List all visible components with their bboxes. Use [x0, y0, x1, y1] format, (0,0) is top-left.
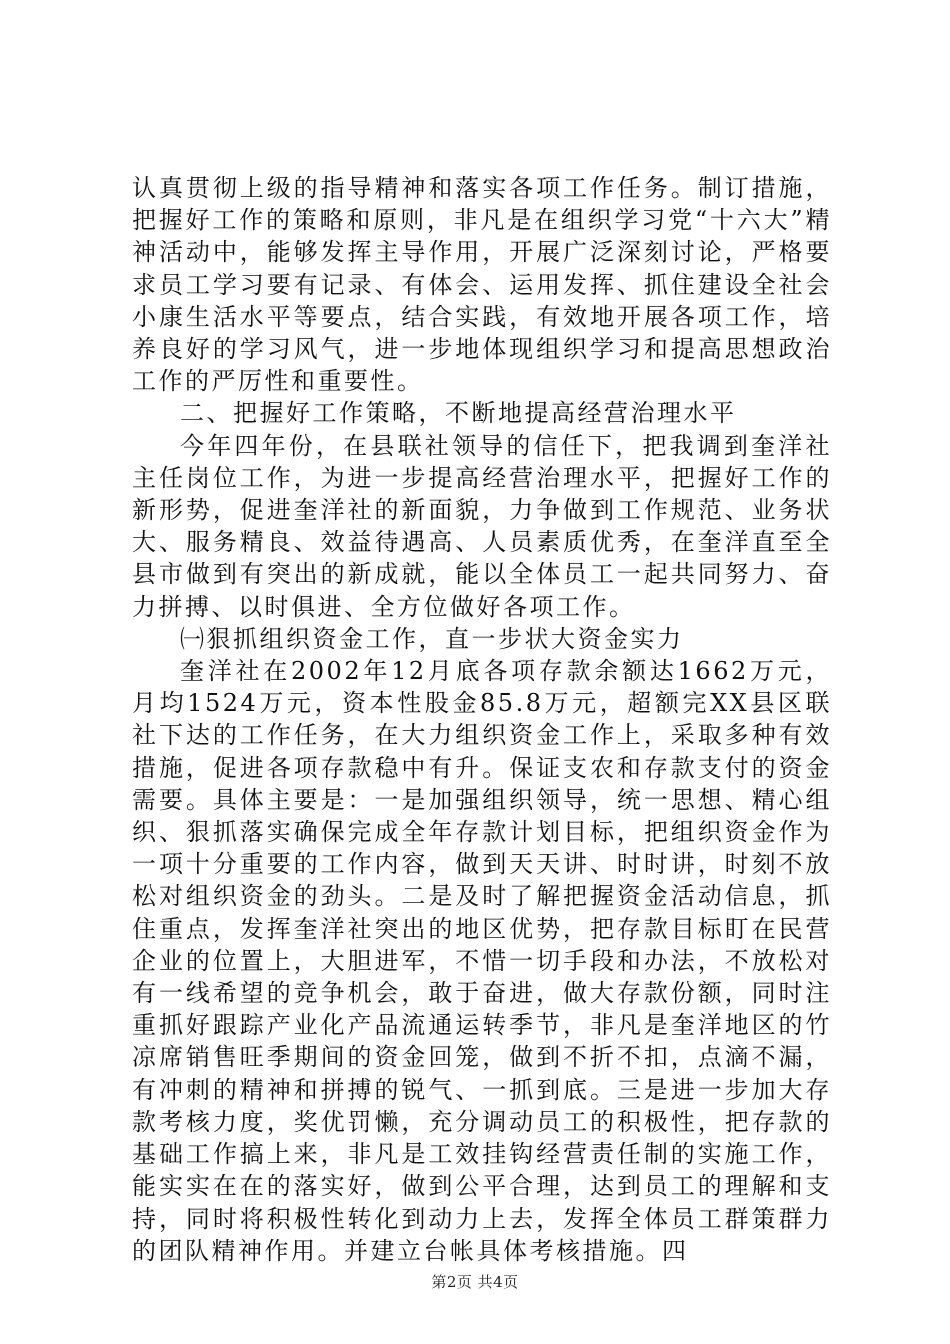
page-footer: 第2页 共4页 — [431, 1273, 519, 1291]
paragraph-continued: 认真贯彻上级的指导精神和落实各项工作任务。制订措施，把握好工作的策略和原则，非凡是在组织学习党“十六大”精神活动中，能够发挥主导作用，开展广泛深刻讨论，严格要求员工学习要有记录、有体会、运用发挥、抓住建设全社会小康生活水平等要点，结合实践，有效地开展各项工作，培养良好的学习风气，进一步地体现组织学习和提高思想政治工作的严厉性和重要性。 — [132, 174, 832, 396]
document-body — [132, 172, 832, 1267]
paragraph-deposits: 奎洋社在2002年12月底各项存款余额达1662万元，月均1524万元，资本性股金85.8万元，超额完XX县区联社下达的工作任务，在大力组织资金工作上，采取多种有效措施，促进各项存款稳中有升。保证支农和存款支付的资金需要。具体主要是：一是加强组织领导，统一思想、精心组织、狠抓落实确保完成全年存款计划目标，把组织资金作为一项十分重要的工作内容，做到天天讲、时时讲，时刻不放松对组织资金的劲头。二是及时了解把握资金活动信息，抓住重点，发挥奎洋社突出的地区优势，把存款目标盯在民营企业的位置上，大胆进军，不惜一切手段和办法，不放松对有一线希望的竞争机会，敢于奋进，做大存款份额，同时注重抓好跟踪产业化产品流通运转季节，非凡是奎洋地区的竹凉席销售旺季期间的资金回笼，做到不折不扣，点滴不漏，有冲刺的精神和拼搏的锐气、一抓到底。三是进一步加大存款考核力度，奖优罚懒，充分调动员工的积极性，把存款的基础工作搞上来，非凡是工效挂钩经营责任制的实施工作，能实实在在的落实好，做到公平合理，达到员工的理解和支持，同时将积极性转化到动力上去，发挥全体员工群策群力的团队精神作用。并建立台帐具体考核措施。四 — [132, 657, 832, 1265]
section-heading-2: 二、把握好工作策略，不断地提高经营治理水平 — [180, 399, 737, 428]
subsection-heading-1: ㈠狠抓组织资金工作，直一步状大资金实力 — [180, 624, 684, 653]
paragraph-intro: 今年四年份，在县联社领导的信任下，把我调到奎洋社主任岗位工作，为进一步提高经营治理水平，把握好工作的新形势，促进奎洋社的新面貌，力争做到工作规范、业务状大、服务精良、效益待遇高、人员素质优秀，在奎洋直至全县市做到有突出的新成就，能以全体员工一起共同努力、奋力拼搏、以时俱进、全方位做好各项工作。 — [132, 431, 832, 621]
